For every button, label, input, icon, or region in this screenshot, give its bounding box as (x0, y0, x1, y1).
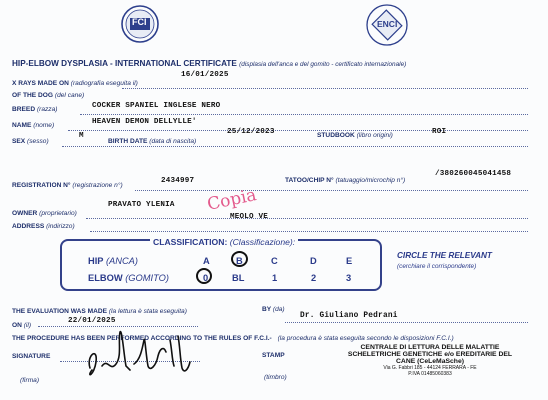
xrays-label-it: (radiografia eseguita il) (70, 80, 138, 87)
registration-label-en: REGISTRATION N° (12, 182, 71, 189)
address-label (12, 223, 75, 230)
fci-logo-text: FCI (132, 17, 147, 27)
stamp-label-it: (timbro) (264, 374, 287, 381)
stamp-line-3: CANE (CeLeMaSche) (396, 358, 464, 365)
by-label (262, 306, 285, 313)
studbook-label-it: (libro origini) (356, 132, 393, 139)
of-dog-label-en: OF THE DOG (12, 92, 54, 99)
tatoo-label-it: (tatuaggio/microchip n°) (335, 177, 406, 184)
evaluation-made-label-it: (la lettura è stata eseguita) (108, 308, 187, 315)
hip-grade-a[interactable]: A (203, 256, 210, 266)
studbook-value: ROI (432, 128, 447, 136)
enci-logo (364, 3, 410, 47)
hip-label-it: (ANCA) (105, 256, 138, 266)
breed-label-it: (razza) (36, 106, 58, 113)
signature-label-it: (firma) (20, 377, 40, 384)
elbow-selected-circle (196, 268, 212, 284)
elbow-grade-2[interactable]: 2 (311, 273, 317, 283)
birth-label-en: BIRTH DATE (108, 138, 148, 145)
elbow-label-en: ELBOW (88, 273, 123, 283)
stamp-line-1: CENTRALE DI LETTURA DELLE MALATTIE (360, 344, 500, 351)
on-label-en: ON (12, 322, 22, 329)
stamp-line-5: P.IVA 01485060383 (408, 371, 452, 377)
breed-label-en: BREED (12, 106, 36, 113)
procedure-text (12, 335, 454, 342)
by-label-it: (da) (272, 306, 285, 313)
address-value: MEOLO VE (230, 213, 269, 221)
elbow-grade-0[interactable]: 0 (203, 273, 209, 283)
elbow-grade-3[interactable]: 3 (346, 273, 352, 283)
tatoo-value: /380260045041458 (435, 170, 512, 178)
xrays-label-en: X RAYS MADE ON (12, 80, 69, 87)
owner-label-it: (proprietario) (39, 210, 77, 217)
evaluation-made-label-en: THE EVALUATION WAS MADE (12, 308, 107, 315)
evaluation-date-value: 22/01/2025 (68, 317, 116, 325)
sex-label (12, 138, 49, 145)
owner-label (12, 210, 77, 217)
elbow-label-it: (GOMITO) (125, 273, 169, 283)
birth-value: 25/12/2023 (227, 128, 275, 136)
handwritten-signature (82, 326, 202, 386)
by-value: Dr. Giuliano Pedrani (300, 312, 398, 320)
sex-value: M (79, 132, 84, 140)
of-dog-label-it: (del cane) (54, 92, 85, 99)
of-dog-label (12, 92, 84, 99)
copia-stamp: Copia (205, 185, 259, 215)
procedure-text-en: THE PROCEDURE HAS BEEN PERFORMED ACCORDING TO THE RULES OF F.C.I.- (12, 335, 272, 342)
registration-label-it: (registrazione n°) (72, 182, 123, 189)
breed-label (12, 106, 57, 113)
fci-logo (118, 4, 162, 44)
stamp-line-2: SCHELETRICHE GENETICHE e/o EREDITARIE DEL (347, 351, 513, 358)
studbook-label (317, 132, 393, 139)
classification-title-en: CLASSIFICATION: (153, 237, 228, 247)
certificate-title-sub: (displasia dell'anca e del gomito - certificato internazionale) (239, 61, 407, 68)
classification-title-it: (Classificazione): (229, 237, 296, 247)
circle-relevant-text-it: (cerchiare il corrispondente) (397, 263, 477, 270)
official-stamp (330, 344, 530, 377)
on-label (12, 322, 31, 329)
breed-value: COCKER SPANIEL INGLESE NERO (92, 102, 221, 110)
circle-relevant-text: CIRCLE THE RELEVANT (397, 251, 492, 260)
stamp-label: STAMP (262, 352, 285, 359)
name-label (12, 122, 54, 129)
xrays-value: 16/01/2025 (181, 71, 229, 79)
hip-grade-d[interactable]: D (310, 256, 317, 266)
owner-value: PRAVATO YLENIA (108, 201, 175, 209)
birth-label-it: (data di nascita) (149, 138, 197, 145)
address-label-en: ADDRESS (12, 223, 45, 230)
tatoo-label (285, 177, 405, 184)
signature-label: SIGNATURE (12, 353, 51, 360)
studbook-label-en: STUDBOOK (317, 132, 355, 139)
hip-selected-circle (231, 251, 248, 267)
hip-grade-e[interactable]: E (346, 256, 353, 266)
hip-grade-c[interactable]: C (271, 256, 278, 266)
sex-label-en: SEX (12, 138, 26, 145)
on-label-it: (il) (23, 322, 32, 329)
elbow-label (88, 273, 169, 283)
by-label-en: BY (262, 306, 272, 313)
classification-title (150, 237, 298, 247)
enci-logo-text: ENCI (377, 19, 398, 29)
sex-label-it: (sesso) (27, 138, 49, 145)
name-value: HEAVEN DEMON DELLYLLE' (92, 118, 197, 126)
hip-label-en: HIP (88, 256, 104, 266)
hip-label (88, 256, 138, 266)
certificate-title-main: HIP-ELBOW DYSPLASIA - INTERNATIONAL CERTIFICATE (12, 59, 237, 68)
procedure-text-it: (la procedura è stata eseguita secondo le disposizioni F.C.I.) (277, 335, 454, 342)
name-label-en: NAME (12, 122, 32, 129)
tatoo-label-en: TATOO/CHIP N° (285, 177, 334, 184)
address-label-it: (indirizzo) (46, 223, 75, 230)
elbow-grade-1[interactable]: 1 (272, 273, 278, 283)
name-label-it: (nome) (33, 122, 55, 129)
owner-label-en: OWNER (12, 210, 38, 217)
xrays-label (12, 80, 138, 87)
certificate-title (12, 59, 406, 68)
hip-grade-b[interactable]: B (236, 256, 243, 266)
registration-value: 2434997 (161, 177, 195, 185)
evaluation-made-label (12, 308, 187, 315)
birth-label (108, 138, 196, 145)
registration-label (12, 182, 123, 189)
stamp-line-4: Via G. Fabbri 185 - 44124 FERRARA - FE (383, 365, 477, 371)
elbow-grade-bl[interactable]: BL (232, 273, 245, 283)
